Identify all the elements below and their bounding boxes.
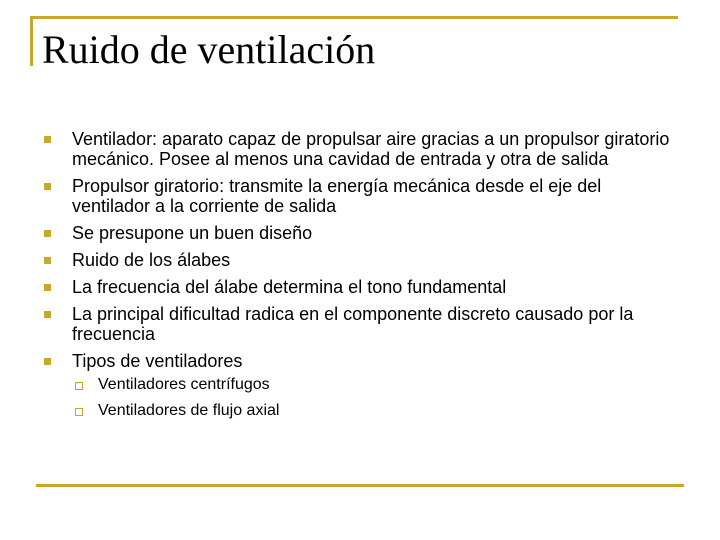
bottom-accent-line xyxy=(36,484,684,487)
bullet-text: Tipos de ventiladores xyxy=(72,351,243,371)
bullet-item-ruido-alabes xyxy=(40,250,680,270)
bullet-list xyxy=(40,129,680,428)
top-accent-line xyxy=(30,16,678,19)
hollow-square-bullet-icon xyxy=(75,408,83,416)
sub-bullet-item-centrifugos xyxy=(72,375,680,395)
bullet-item-dificultad xyxy=(40,304,680,344)
bullet-text: Ruido de los álabes xyxy=(72,250,231,270)
slide-title: Ruido de ventilación xyxy=(42,27,376,72)
square-bullet-icon xyxy=(44,136,51,143)
sub-bullet-list xyxy=(72,375,680,421)
square-bullet-icon xyxy=(44,230,51,237)
bullet-item-diseno xyxy=(40,223,680,243)
square-bullet-icon xyxy=(44,183,51,190)
square-bullet-icon xyxy=(44,358,51,365)
bullet-item-ventilador xyxy=(40,129,680,169)
sub-bullet-text: Ventiladores de flujo axial xyxy=(98,402,280,419)
bullet-item-propulsor xyxy=(40,176,680,216)
bullet-text: La frecuencia del álabe determina el tono fundamental xyxy=(72,277,507,297)
square-bullet-icon xyxy=(44,311,51,318)
bullet-text: Propulsor giratorio: transmite la energía mecánica desde el eje del ventilador a la corriente de salida xyxy=(72,176,602,216)
left-accent-line xyxy=(30,16,33,66)
sub-bullet-text: Ventiladores centrífugos xyxy=(98,376,270,393)
square-bullet-icon xyxy=(44,257,51,264)
bullet-text: Ventilador: aparato capaz de propulsar aire gracias a un propulsor giratorio mecánico. Posee al menos una cavidad de entrada y otra de salida xyxy=(72,129,670,169)
bullet-text: La principal dificultad radica en el componente discreto causado por la frecuencia xyxy=(72,304,634,344)
sub-bullet-item-flujo-axial xyxy=(72,401,680,421)
bullet-item-frecuencia-alabe xyxy=(40,277,680,297)
square-bullet-icon xyxy=(44,284,51,291)
bullet-text: Se presupone un buen diseño xyxy=(72,223,313,243)
hollow-square-bullet-icon xyxy=(75,382,83,390)
bullet-item-tipos xyxy=(40,351,680,421)
